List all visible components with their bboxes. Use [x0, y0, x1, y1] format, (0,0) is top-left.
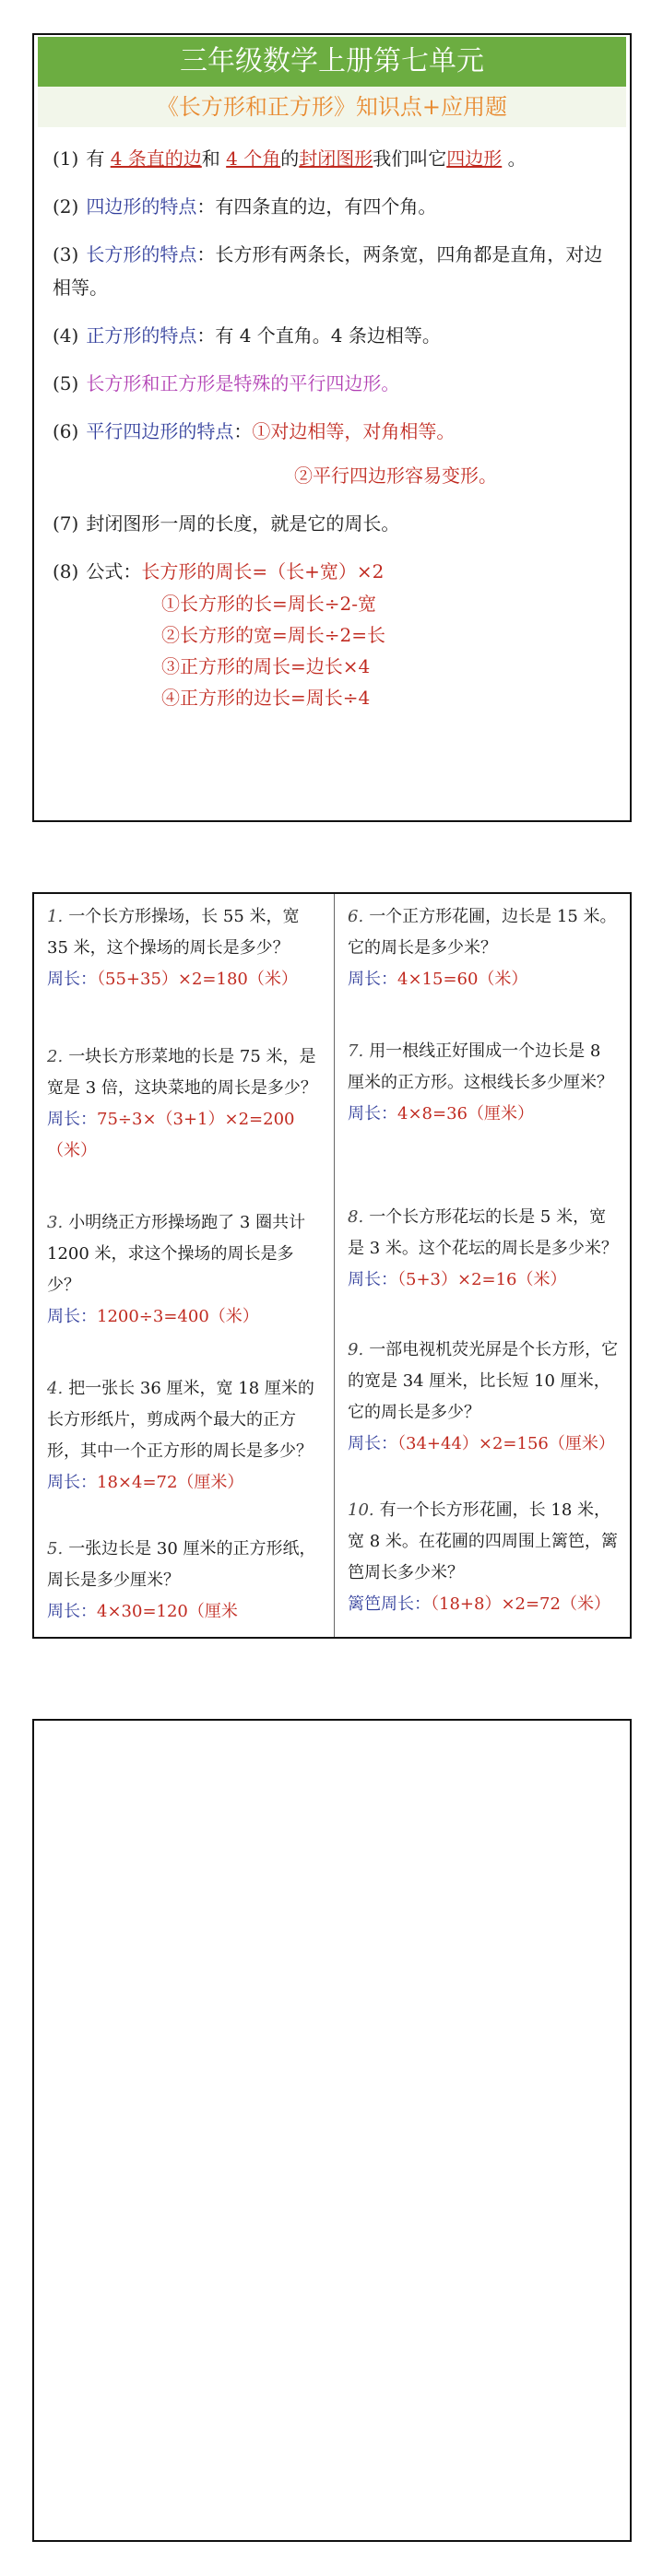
problem-text: 一个长方形操场，长 55 米，宽 35 米，这个操场的周长是多少？	[47, 907, 300, 958]
answer-value: （18+8）×2=72（米）	[431, 1594, 610, 1614]
item-heading: 平行四边形的特点	[86, 420, 234, 442]
answer-value: 4×15=60（米）	[397, 970, 528, 989]
knowledge-item-8	[53, 555, 611, 713]
item-text: ：有四条直的边，有四个角。	[196, 195, 437, 218]
problem-text: 用一根线正好围成一个边长是 8 厘米的正方形。这根线长多少厘米？	[348, 1041, 613, 1092]
problem-answer	[348, 1589, 621, 1620]
problem-1	[47, 901, 325, 995]
answer-value: 4×30=120（厘米	[97, 1602, 238, 1621]
problem-6	[348, 901, 621, 995]
knowledge-item-5	[53, 367, 611, 400]
formula-3: ③正方形的周长=边长×4	[161, 655, 371, 677]
answer-label: 周长：	[47, 970, 97, 989]
problem-text: 小明绕正方形操场跑了 3 圈共计 1200 米，求这个操场的周长是多少？	[47, 1213, 306, 1295]
item-point-2: ②平行四边形容易变形。	[294, 465, 497, 487]
problem-number: 6.	[348, 907, 364, 926]
underlined-term: 四边形	[446, 147, 503, 170]
knowledge-list	[34, 127, 630, 713]
answer-value: （34+44）×2=156（厘米）	[397, 1434, 615, 1453]
formula-2: ②长方形的宽=周长÷2=长	[161, 624, 385, 646]
answer-label: 周长：	[47, 1307, 97, 1326]
answer-value: 75÷3×（3+1）×2=200（米）	[47, 1110, 295, 1160]
problems-page	[32, 892, 632, 1639]
problem-answer	[348, 1099, 621, 1130]
knowledge-item-7	[53, 507, 611, 540]
problem-answer	[47, 1104, 325, 1167]
item-text: 有	[86, 147, 111, 170]
problem-4	[47, 1373, 325, 1499]
problem-column-right	[335, 894, 630, 1637]
problem-answer	[348, 1264, 621, 1296]
formula-heading: 公式：	[86, 560, 142, 582]
knowledge-item-1	[53, 142, 611, 175]
blank-page	[32, 1719, 632, 2542]
answer-value: 18×4=72（厘米）	[97, 1473, 244, 1492]
answer-label: 周长：	[348, 970, 397, 989]
item-number: (6)	[53, 420, 79, 442]
problem-number: 3.	[47, 1213, 64, 1232]
answer-label: 篱笆周长：	[348, 1594, 431, 1614]
item-number: (8)	[53, 560, 79, 582]
item-text: 和	[201, 147, 227, 170]
answer-label: 周长：	[47, 1602, 97, 1621]
answer-value: （5+3）×2=16（米）	[397, 1270, 567, 1289]
problem-answer	[47, 1596, 325, 1628]
underlined-term: 4 条直的边	[110, 147, 202, 170]
item-text: ：长方形有两条长，两条宽，四角都是直角，对边相等。	[53, 243, 603, 299]
answer-value: （55+35）×2=180（米）	[97, 970, 298, 989]
item-text: ：	[233, 420, 253, 442]
problem-2	[47, 1041, 325, 1167]
problem-answer	[348, 1429, 621, 1460]
answer-label: 周长：	[47, 1473, 97, 1492]
answer-value: 1200÷3=400（米）	[97, 1307, 259, 1326]
answer-label: 周长：	[348, 1270, 397, 1289]
page-subtitle: 《长方形和正方形》知识点+应用题	[38, 87, 626, 127]
problem-8	[348, 1202, 621, 1296]
answer-label: 周长：	[47, 1110, 97, 1129]
item-text: ：有 4 个直角。4 条边相等。	[196, 324, 441, 347]
problem-number: 2.	[47, 1047, 64, 1066]
answer-value: 4×8=36（厘米）	[397, 1104, 534, 1123]
item-number: (7)	[53, 512, 79, 535]
problem-7	[348, 1036, 621, 1130]
problem-text: 把一张长 36 厘米，宽 18 厘米的长方形纸片，剪成两个最大的正方形，其中一个正方形的周长是多少？	[47, 1379, 314, 1461]
problem-number: 7.	[348, 1041, 364, 1061]
formula-1: ①长方形的长=周长÷2-宽	[161, 593, 376, 615]
problem-5	[47, 1534, 325, 1628]
problem-answer	[47, 964, 325, 995]
problem-10	[348, 1495, 621, 1620]
problem-number: 4.	[47, 1379, 64, 1398]
item-text: 封闭图形一周的长度，就是它的周长。	[86, 512, 400, 535]
underlined-term: 4 个角	[226, 147, 281, 170]
problem-9	[348, 1335, 621, 1460]
problem-columns	[34, 894, 630, 1637]
problem-3	[47, 1207, 325, 1333]
knowledge-item-2	[53, 190, 611, 223]
page-title: 三年级数学上册第七单元	[38, 37, 626, 87]
underlined-term: 封闭图形	[299, 147, 373, 170]
problem-text: 一个长方形花坛的长是 5 米，宽是 3 米。这个花坛的周长是多少米？	[348, 1207, 618, 1258]
knowledge-item-6	[53, 415, 611, 492]
item-heading: 正方形的特点	[86, 324, 197, 347]
problem-text: 一张边长是 30 厘米的正方形纸，周长是多少厘米？	[47, 1539, 316, 1590]
item-heading: 四边形的特点	[86, 195, 197, 218]
problem-answer	[348, 964, 621, 995]
problem-number: 8.	[348, 1207, 364, 1227]
problem-text: 一个正方形花圃，边长是 15 米。它的周长是多少米？	[348, 907, 617, 958]
item-number: (5)	[53, 372, 79, 394]
problem-text: 一块长方形菜地的长是 75 米，是宽是 3 倍，这块菜地的周长是多少？	[47, 1047, 317, 1098]
formula-4: ④正方形的边长=周长÷4	[161, 687, 371, 709]
problem-answer	[47, 1301, 325, 1333]
item-number: (4)	[53, 324, 79, 347]
problem-number: 1.	[47, 907, 64, 926]
item-text: 。	[502, 147, 527, 170]
knowledge-item-3	[53, 238, 611, 304]
problem-number: 5.	[47, 1539, 64, 1559]
problem-number: 10.	[348, 1500, 374, 1520]
problem-column-left	[34, 894, 334, 1637]
item-number: (1)	[53, 147, 79, 170]
answer-label: 周长：	[348, 1434, 397, 1453]
item-point-1: ①对边相等，对角相等。	[252, 420, 456, 442]
item-heading: 长方形的特点	[86, 243, 197, 265]
knowledge-page	[32, 33, 632, 822]
problem-answer	[47, 1467, 325, 1499]
item-number: (2)	[53, 195, 79, 218]
item-number: (3)	[53, 243, 79, 265]
problem-number: 9.	[348, 1340, 364, 1359]
problem-text: 有一个长方形花圃，长 18 米，宽 8 米。在花圃的四周围上篱笆，篱笆周长多少米？	[348, 1500, 618, 1582]
item-text: 我们叫它	[373, 147, 447, 170]
problem-text: 一部电视机荧光屏是个长方形，它的宽是 34 厘米，比长短 10 厘米，它的周长是多少？	[348, 1340, 619, 1422]
knowledge-item-4	[53, 319, 611, 352]
formula-main: 长方形的周长=（长+宽）×2	[141, 560, 385, 582]
answer-label: 周长：	[348, 1104, 397, 1123]
item-text: 的	[280, 147, 300, 170]
item-text: 长方形和正方形是特殊的平行四边形。	[86, 372, 400, 394]
